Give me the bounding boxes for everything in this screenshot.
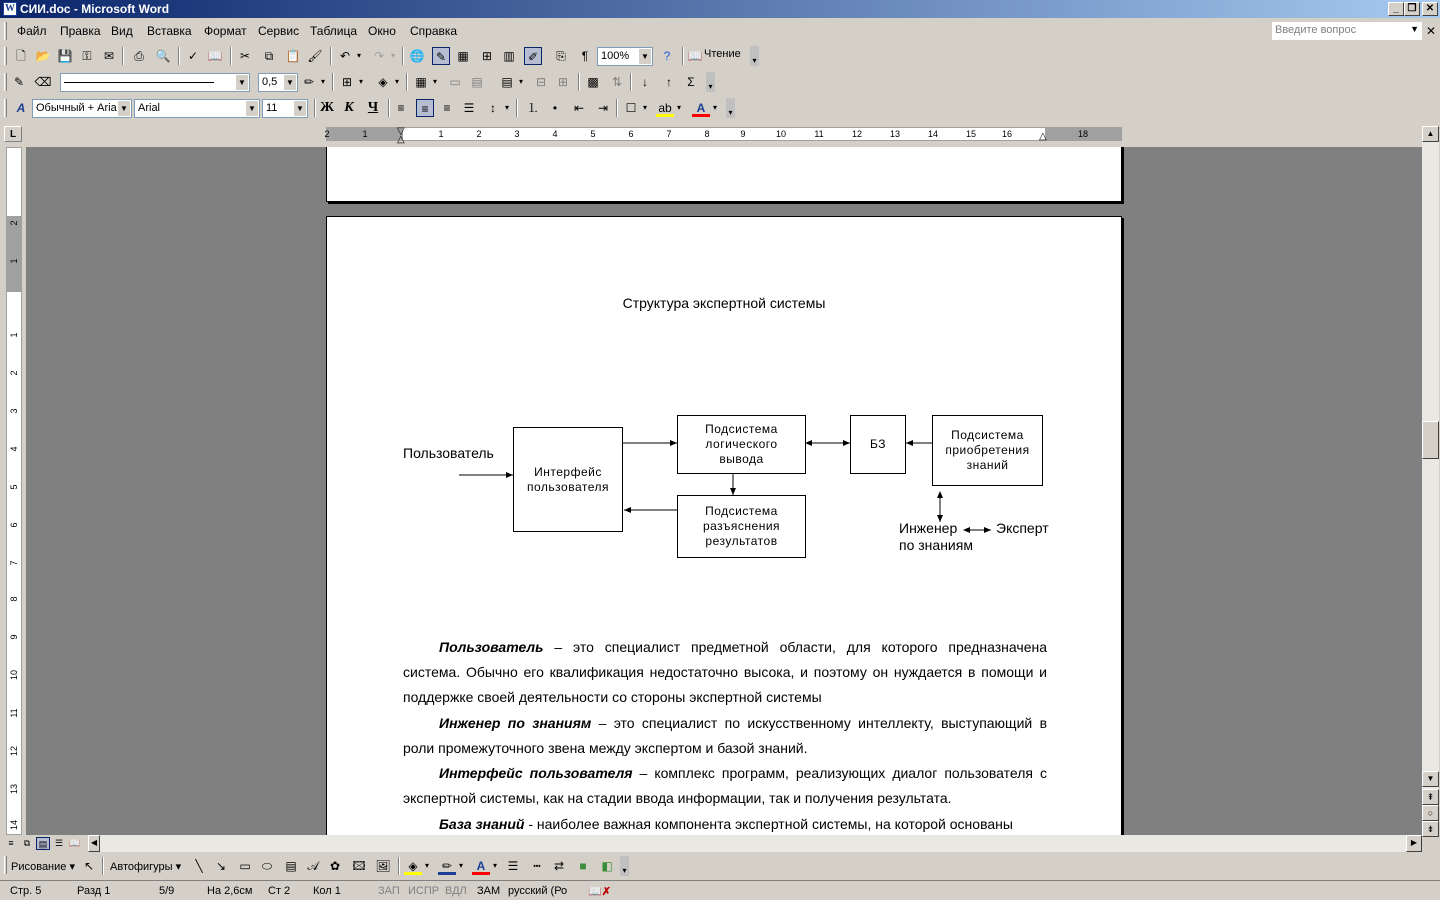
- document-area[interactable]: [26, 147, 1422, 835]
- diagram-engineer-label: Инженер по знаниям: [899, 520, 973, 553]
- align-left-icon[interactable]: ≡: [397, 101, 405, 115]
- status-overtype[interactable]: ЗАМ: [477, 885, 501, 897]
- term-user: Пользователь: [439, 639, 544, 655]
- separator: [178, 47, 180, 65]
- status-position: На 2,6см: [207, 885, 253, 897]
- menu-edit[interactable]: Правка: [60, 24, 101, 38]
- shadow-style-icon[interactable]: ■: [579, 859, 587, 873]
- menu-tools[interactable]: Сервис: [258, 24, 300, 38]
- next-page-icon[interactable]: ⇟: [1422, 821, 1439, 837]
- toolbar-grip[interactable]: [4, 47, 7, 65]
- select-objects-icon[interactable]: ↖: [83, 859, 95, 873]
- separator: [122, 47, 124, 65]
- font-combo[interactable]: [134, 99, 260, 118]
- chevron-down-icon[interactable]: ▾: [390, 51, 395, 60]
- status-bar: [0, 880, 1440, 900]
- line-style-combo[interactable]: [60, 73, 250, 92]
- drawing-icon[interactable]: ✐: [524, 47, 542, 65]
- diagram-icon[interactable]: ✿: [329, 859, 341, 873]
- ask-question-box[interactable]: [1272, 22, 1422, 40]
- chevron-down-icon[interactable]: ▼: [639, 49, 651, 64]
- first-line-indent-marker[interactable]: ▽: [397, 126, 405, 137]
- fill-color-icon[interactable]: ◈: [404, 857, 422, 875]
- chevron-down-icon[interactable]: ▾: [358, 77, 363, 86]
- previous-page[interactable]: [326, 147, 1122, 202]
- paragraph-interface: [403, 761, 1047, 811]
- normal-view-icon[interactable]: ≡: [8, 838, 14, 848]
- diagram-interface-label: Интерфейс пользователя: [527, 464, 609, 494]
- formatting-toolbar: [4, 96, 738, 120]
- borders-icon[interactable]: ⊞: [341, 75, 353, 89]
- toolbar-options-icon[interactable]: ▾: [706, 72, 715, 92]
- ruler-number: 10: [9, 670, 19, 681]
- style-combo[interactable]: [32, 99, 132, 118]
- chevron-down-icon[interactable]: ▼: [236, 75, 248, 90]
- paragraph-engineer-text: – это специалист по искусственному интеллекту, выступающий в роли промежуточного звена между экспертом и базой знаний.: [403, 715, 1048, 756]
- reading-icon[interactable]: 📖: [687, 49, 703, 63]
- increase-indent-icon[interactable]: ⇥: [597, 101, 609, 115]
- picture-icon[interactable]: 🖼: [375, 859, 391, 873]
- eraser-icon[interactable]: ⌫: [34, 75, 52, 89]
- chevron-down-icon[interactable]: ▼: [246, 101, 258, 116]
- menu-insert[interactable]: Вставка: [147, 24, 192, 38]
- ruler-number: 1: [438, 129, 444, 139]
- status-record[interactable]: ЗАП: [378, 885, 400, 897]
- line-width-combo[interactable]: [258, 73, 298, 92]
- drawing-toolbar: [0, 853, 1440, 879]
- menu-help[interactable]: Справка: [410, 24, 458, 38]
- save-icon[interactable]: 💾: [57, 49, 73, 63]
- ruler-number: 5: [9, 484, 19, 490]
- separator: [578, 73, 580, 91]
- ruler-number: 7: [666, 129, 672, 139]
- right-indent-marker[interactable]: △: [1039, 131, 1047, 142]
- chevron-down-icon[interactable]: ▾: [356, 51, 361, 60]
- separator: [388, 99, 390, 117]
- separator: [630, 73, 632, 91]
- vertical-scrollbar[interactable]: [1422, 126, 1439, 835]
- underline-button[interactable]: Ч: [367, 100, 379, 115]
- outside-border-icon[interactable]: ☐: [625, 101, 637, 115]
- align-cell-icon[interactable]: ▤: [501, 75, 513, 89]
- web-view-icon[interactable]: ⧉: [23, 838, 31, 848]
- status-page: Стр. 5: [10, 885, 42, 897]
- open-folder-icon[interactable]: 📂: [35, 49, 51, 63]
- horizontal-scrollbar-area: [0, 835, 1422, 852]
- style-value: Обычный + Aria: [36, 102, 117, 114]
- term-kb: База знаний: [439, 816, 525, 832]
- ruler-number: 6: [9, 522, 19, 528]
- oval-icon[interactable]: ⬭: [261, 859, 273, 873]
- separator: [516, 99, 518, 117]
- separator: [616, 99, 618, 117]
- chevron-down-icon[interactable]: ▼: [118, 101, 130, 116]
- styles-pane-icon[interactable]: A: [16, 101, 26, 115]
- diagram-acquisition-label: Подсистема приобретения знаний: [945, 428, 1030, 472]
- ruler-number: 5: [590, 129, 596, 139]
- scroll-right-icon[interactable]: ▶: [1406, 835, 1422, 852]
- status-line: Ст 2: [268, 885, 291, 897]
- status-language: русский (Ро: [508, 885, 568, 897]
- pilcrow-icon[interactable]: ¶: [581, 49, 589, 63]
- research-icon[interactable]: 📖: [207, 49, 223, 63]
- menu-file[interactable]: Файл: [17, 24, 47, 38]
- paragraph-user-text: – это специалист предметной области, для которого предназначена система. Обычно его квалификация недостаточно высока, и поэтому он нуждается в помощи и поддержке своей деятельности со стороны экспертной системы: [403, 639, 1047, 705]
- email-icon[interactable]: ✉: [103, 49, 115, 63]
- distribute-columns-icon[interactable]: ⊞: [557, 75, 569, 89]
- ask-question-placeholder: Введите вопрос: [1275, 24, 1357, 36]
- toolbar-options-icon[interactable]: ▾: [750, 46, 759, 66]
- table-autoformat-icon[interactable]: ▩: [587, 75, 599, 89]
- ruler-number: 2: [9, 220, 19, 226]
- diagram-explanation-box: [677, 495, 806, 558]
- font-color-icon[interactable]: A: [472, 857, 490, 875]
- italic-button[interactable]: К: [344, 100, 354, 115]
- chevron-down-icon[interactable]: ▾: [504, 103, 509, 112]
- status-section: Разд 1: [77, 885, 111, 897]
- diagram-title: Структура экспертной системы: [622, 295, 826, 311]
- print-preview-icon[interactable]: 🔍: [155, 49, 171, 63]
- permission-icon[interactable]: ⚿: [82, 49, 92, 63]
- chevron-down-icon[interactable]: ▾: [424, 861, 429, 870]
- line-spacing-icon[interactable]: ↕: [490, 101, 496, 115]
- chevron-down-icon[interactable]: ▾: [432, 77, 437, 86]
- hyperlink-icon[interactable]: 🌐: [409, 49, 425, 63]
- draw-menu-label: Рисование: [11, 861, 67, 873]
- chevron-down-icon[interactable]: ▾: [518, 77, 523, 86]
- vertical-ruler[interactable]: [6, 147, 22, 835]
- scroll-down-icon[interactable]: ▼: [1422, 771, 1439, 787]
- paragraph-kb: [403, 812, 1047, 835]
- previous-page-icon[interactable]: ⇞: [1422, 789, 1439, 805]
- reading-mode-button[interactable]: Чтение: [704, 48, 741, 60]
- menu-format[interactable]: Формат: [204, 24, 247, 38]
- justify-icon[interactable]: ☰: [463, 101, 475, 115]
- cut-icon[interactable]: ✂: [239, 49, 251, 63]
- autoshapes-label: Автофигуры: [110, 861, 173, 873]
- sort-ascending-icon[interactable]: ↓: [642, 75, 648, 89]
- status-pages: 5/9: [159, 885, 175, 897]
- chevron-down-icon[interactable]: ▼: [294, 101, 306, 116]
- toolbar-options-icon[interactable]: ▾: [726, 98, 735, 118]
- font-value: Arial: [138, 102, 161, 114]
- font-size-value: 11: [266, 102, 278, 114]
- decrease-indent-icon[interactable]: ⇤: [573, 101, 585, 115]
- insert-excel-icon[interactable]: ⊞: [481, 49, 493, 63]
- border-color-icon[interactable]: ✏: [303, 75, 315, 89]
- separator: [314, 99, 316, 117]
- ruler-number: 11: [814, 129, 824, 139]
- arrow-icon[interactable]: ↘: [215, 859, 227, 873]
- chevron-down-icon[interactable]: ▼: [1410, 24, 1419, 34]
- align-right-icon[interactable]: ≡: [443, 101, 451, 115]
- menu-grip[interactable]: [4, 22, 7, 40]
- paragraph-kb-text: - наиболее важная компонента экспертной системы, на которой основаны: [524, 816, 1013, 832]
- chevron-down-icon[interactable]: ▾: [492, 861, 497, 870]
- scroll-up-icon[interactable]: ▲: [1422, 126, 1439, 142]
- diagram-explanation-label: Подсистема разъяснения результатов: [702, 504, 781, 548]
- ruler-number: 2: [324, 129, 330, 139]
- reading-view-icon[interactable]: 📖: [69, 838, 81, 848]
- bullets-icon[interactable]: •: [552, 101, 558, 115]
- ruler-number: 15: [965, 129, 976, 139]
- ruler-number: 2: [476, 129, 482, 139]
- chevron-down-icon[interactable]: ▾: [676, 103, 681, 112]
- diagram-inference-box: [677, 415, 806, 474]
- zoom-combo[interactable]: [597, 47, 653, 66]
- horizontal-ruler[interactable]: [324, 126, 1122, 145]
- print-layout-icon[interactable]: ▤: [36, 837, 50, 850]
- wordart-icon[interactable]: 𝒜: [307, 859, 319, 873]
- tables-borders-toolbar: [4, 70, 716, 94]
- ruler-number: 9: [9, 634, 19, 640]
- split-cells-icon[interactable]: ▤: [471, 75, 483, 89]
- autoshapes-button[interactable]: Автофигуры ▾: [110, 861, 182, 873]
- separator: [402, 47, 404, 65]
- insert-table-icon[interactable]: ▦: [457, 49, 469, 63]
- toolbar-grip[interactable]: [4, 856, 7, 874]
- ruler-number: 11: [9, 708, 19, 718]
- chevron-down-icon[interactable]: ▾: [712, 103, 717, 112]
- ruler-number: 8: [9, 596, 19, 602]
- status-track-changes[interactable]: ИСПР: [408, 885, 440, 897]
- columns-icon[interactable]: ▥: [503, 49, 515, 63]
- ruler-number: 3: [514, 129, 520, 139]
- ruler-number: 4: [9, 446, 19, 452]
- diagram-kb-box: [850, 415, 906, 474]
- line-width-value: 0,5: [262, 76, 278, 88]
- shading-icon[interactable]: ◈: [378, 75, 388, 89]
- menu-bar: [0, 20, 1440, 42]
- ruler-number: 14: [927, 129, 938, 139]
- ruler-number: 12: [851, 129, 862, 139]
- paragraph-engineer: [403, 711, 1047, 761]
- paragraph-user: [403, 635, 1047, 710]
- paragraph-interface-text: – комплекс программ, реализующих диалог пользователя с экспертной системы, как на стадии ввода информации, так и получения результата.: [403, 765, 1047, 806]
- line-style-preview: [64, 82, 214, 83]
- ruler-number: 1: [9, 332, 19, 338]
- ruler-number: 8: [704, 129, 710, 139]
- outline-view-icon[interactable]: ☰: [54, 838, 64, 848]
- separator: [406, 73, 408, 91]
- ruler-number: 1: [9, 258, 19, 264]
- copy-icon[interactable]: ⧉: [264, 49, 274, 63]
- horizontal-scrollbar[interactable]: [90, 835, 1418, 852]
- chevron-down-icon[interactable]: ▾: [394, 77, 399, 86]
- 3d-style-icon[interactable]: ◧: [601, 859, 613, 873]
- separator: [230, 47, 232, 65]
- align-center-icon[interactable]: ≡: [416, 99, 434, 117]
- dash-style-icon[interactable]: ┅: [533, 859, 541, 873]
- separator: [102, 857, 104, 875]
- ruler-number: 10: [775, 129, 786, 139]
- status-column: Кол 1: [313, 885, 341, 897]
- text-direction-icon[interactable]: ⇅: [611, 75, 623, 89]
- ruler-number: 16: [1001, 129, 1012, 139]
- menu-table[interactable]: Таблица: [310, 24, 358, 38]
- format-painter-icon[interactable]: 🖌: [307, 49, 323, 63]
- ruler-number: 18: [1077, 129, 1088, 139]
- close-button[interactable]: ✕: [1422, 2, 1438, 16]
- separator: [398, 857, 400, 875]
- term-interface: Интерфейс пользователя: [439, 765, 633, 781]
- ruler-number: 14: [9, 820, 19, 831]
- separator: [682, 47, 684, 65]
- title-bar: [0, 0, 1440, 18]
- ruler-number: 7: [9, 560, 19, 566]
- print-icon[interactable]: ⎙: [134, 49, 144, 63]
- ruler-number: 3: [9, 408, 19, 414]
- tables-borders-icon[interactable]: ✎: [432, 47, 450, 65]
- window-title: СИИ.doc - Microsoft Word: [20, 2, 170, 16]
- line-icon[interactable]: ╲: [195, 859, 203, 873]
- ruler-number: 12: [9, 746, 19, 757]
- minimize-button[interactable]: _: [1388, 2, 1404, 16]
- menu-window[interactable]: Окно: [368, 24, 396, 38]
- browse-object-icon[interactable]: ○: [1422, 805, 1439, 821]
- standard-toolbar: [4, 44, 760, 68]
- ruler-number: 2: [9, 370, 19, 376]
- spelling-status-icon[interactable]: 📖✗: [588, 886, 611, 898]
- arrow-style-icon[interactable]: ⇄: [553, 859, 565, 873]
- menu-view[interactable]: Вид: [111, 24, 133, 38]
- zoom-value: 100%: [601, 50, 630, 62]
- sort-descending-icon[interactable]: ↑: [666, 75, 672, 89]
- status-extend[interactable]: ВДЛ: [445, 885, 467, 897]
- highlight-icon[interactable]: ab: [656, 99, 674, 117]
- toolbar-grip[interactable]: [4, 73, 7, 91]
- clip-art-icon[interactable]: 🖾: [352, 859, 366, 873]
- ruler-number: 1: [362, 129, 368, 139]
- separator: [332, 73, 334, 91]
- bold-button[interactable]: Ж: [320, 100, 334, 115]
- diagram-expert-label: Эксперт: [996, 520, 1049, 536]
- line-style-icon[interactable]: ☰: [507, 859, 519, 873]
- help-icon[interactable]: ?: [663, 49, 671, 63]
- ruler-number: 13: [9, 784, 19, 795]
- text-box-icon[interactable]: ▤: [285, 859, 297, 873]
- chevron-down-icon[interactable]: ▾: [458, 861, 463, 870]
- ruler-number: 9: [740, 129, 746, 139]
- new-document-icon[interactable]: 🗋: [16, 49, 26, 63]
- spelling-icon[interactable]: ✓: [187, 49, 199, 63]
- rectangle-icon[interactable]: ▭: [239, 859, 251, 873]
- toolbar-options-icon[interactable]: ▾: [620, 856, 629, 876]
- diagram-kb-label: БЗ: [870, 437, 886, 451]
- toolbar-grip[interactable]: [4, 99, 7, 117]
- insert-table-icon[interactable]: ▦: [415, 75, 427, 89]
- line-color-icon[interactable]: ✏: [438, 857, 456, 875]
- word-app-icon[interactable]: W: [5, 3, 15, 14]
- hanging-indent-marker[interactable]: △: [397, 134, 405, 145]
- chevron-down-icon[interactable]: ▼: [284, 75, 296, 90]
- scroll-left-icon[interactable]: ◀: [88, 835, 100, 852]
- current-page[interactable]: [326, 216, 1122, 835]
- merge-cells-icon[interactable]: ▭: [449, 75, 461, 89]
- ruler-number: 6: [628, 129, 634, 139]
- chevron-down-icon[interactable]: ▾: [642, 103, 647, 112]
- numbering-icon[interactable]: ⒈: [526, 101, 539, 115]
- term-engineer: Инженер по знаниям: [439, 715, 592, 731]
- diagram-inference-label: Подсистема логического вывода: [705, 422, 778, 466]
- ruler-number: 13: [889, 129, 900, 139]
- document-close-icon[interactable]: ✕: [1426, 24, 1437, 38]
- chevron-down-icon[interactable]: ▾: [320, 77, 325, 86]
- diagram-interface-box: [513, 427, 623, 532]
- diagram-user-label: Пользователь: [403, 445, 494, 461]
- redo-icon[interactable]: ↷: [373, 49, 385, 63]
- draw-table-icon[interactable]: ✎: [13, 75, 25, 89]
- font-color-icon[interactable]: A: [692, 99, 710, 117]
- paste-icon[interactable]: 📋: [285, 49, 301, 63]
- undo-icon[interactable]: ↶: [339, 49, 351, 63]
- restore-button[interactable]: ❐: [1404, 2, 1420, 16]
- distribute-rows-icon[interactable]: ⊟: [535, 75, 547, 89]
- draw-menu-button[interactable]: Рисование ▾: [11, 861, 75, 873]
- scroll-thumb[interactable]: [1422, 421, 1439, 459]
- separator: [330, 47, 332, 65]
- ruler-number: 4: [552, 129, 558, 139]
- document-map-icon[interactable]: ⎘: [556, 49, 566, 63]
- font-size-combo[interactable]: [262, 99, 308, 118]
- diagram-acquisition-box: [932, 415, 1043, 486]
- tab-selector[interactable]: L: [4, 126, 22, 142]
- autosum-icon[interactable]: Σ: [687, 75, 695, 89]
